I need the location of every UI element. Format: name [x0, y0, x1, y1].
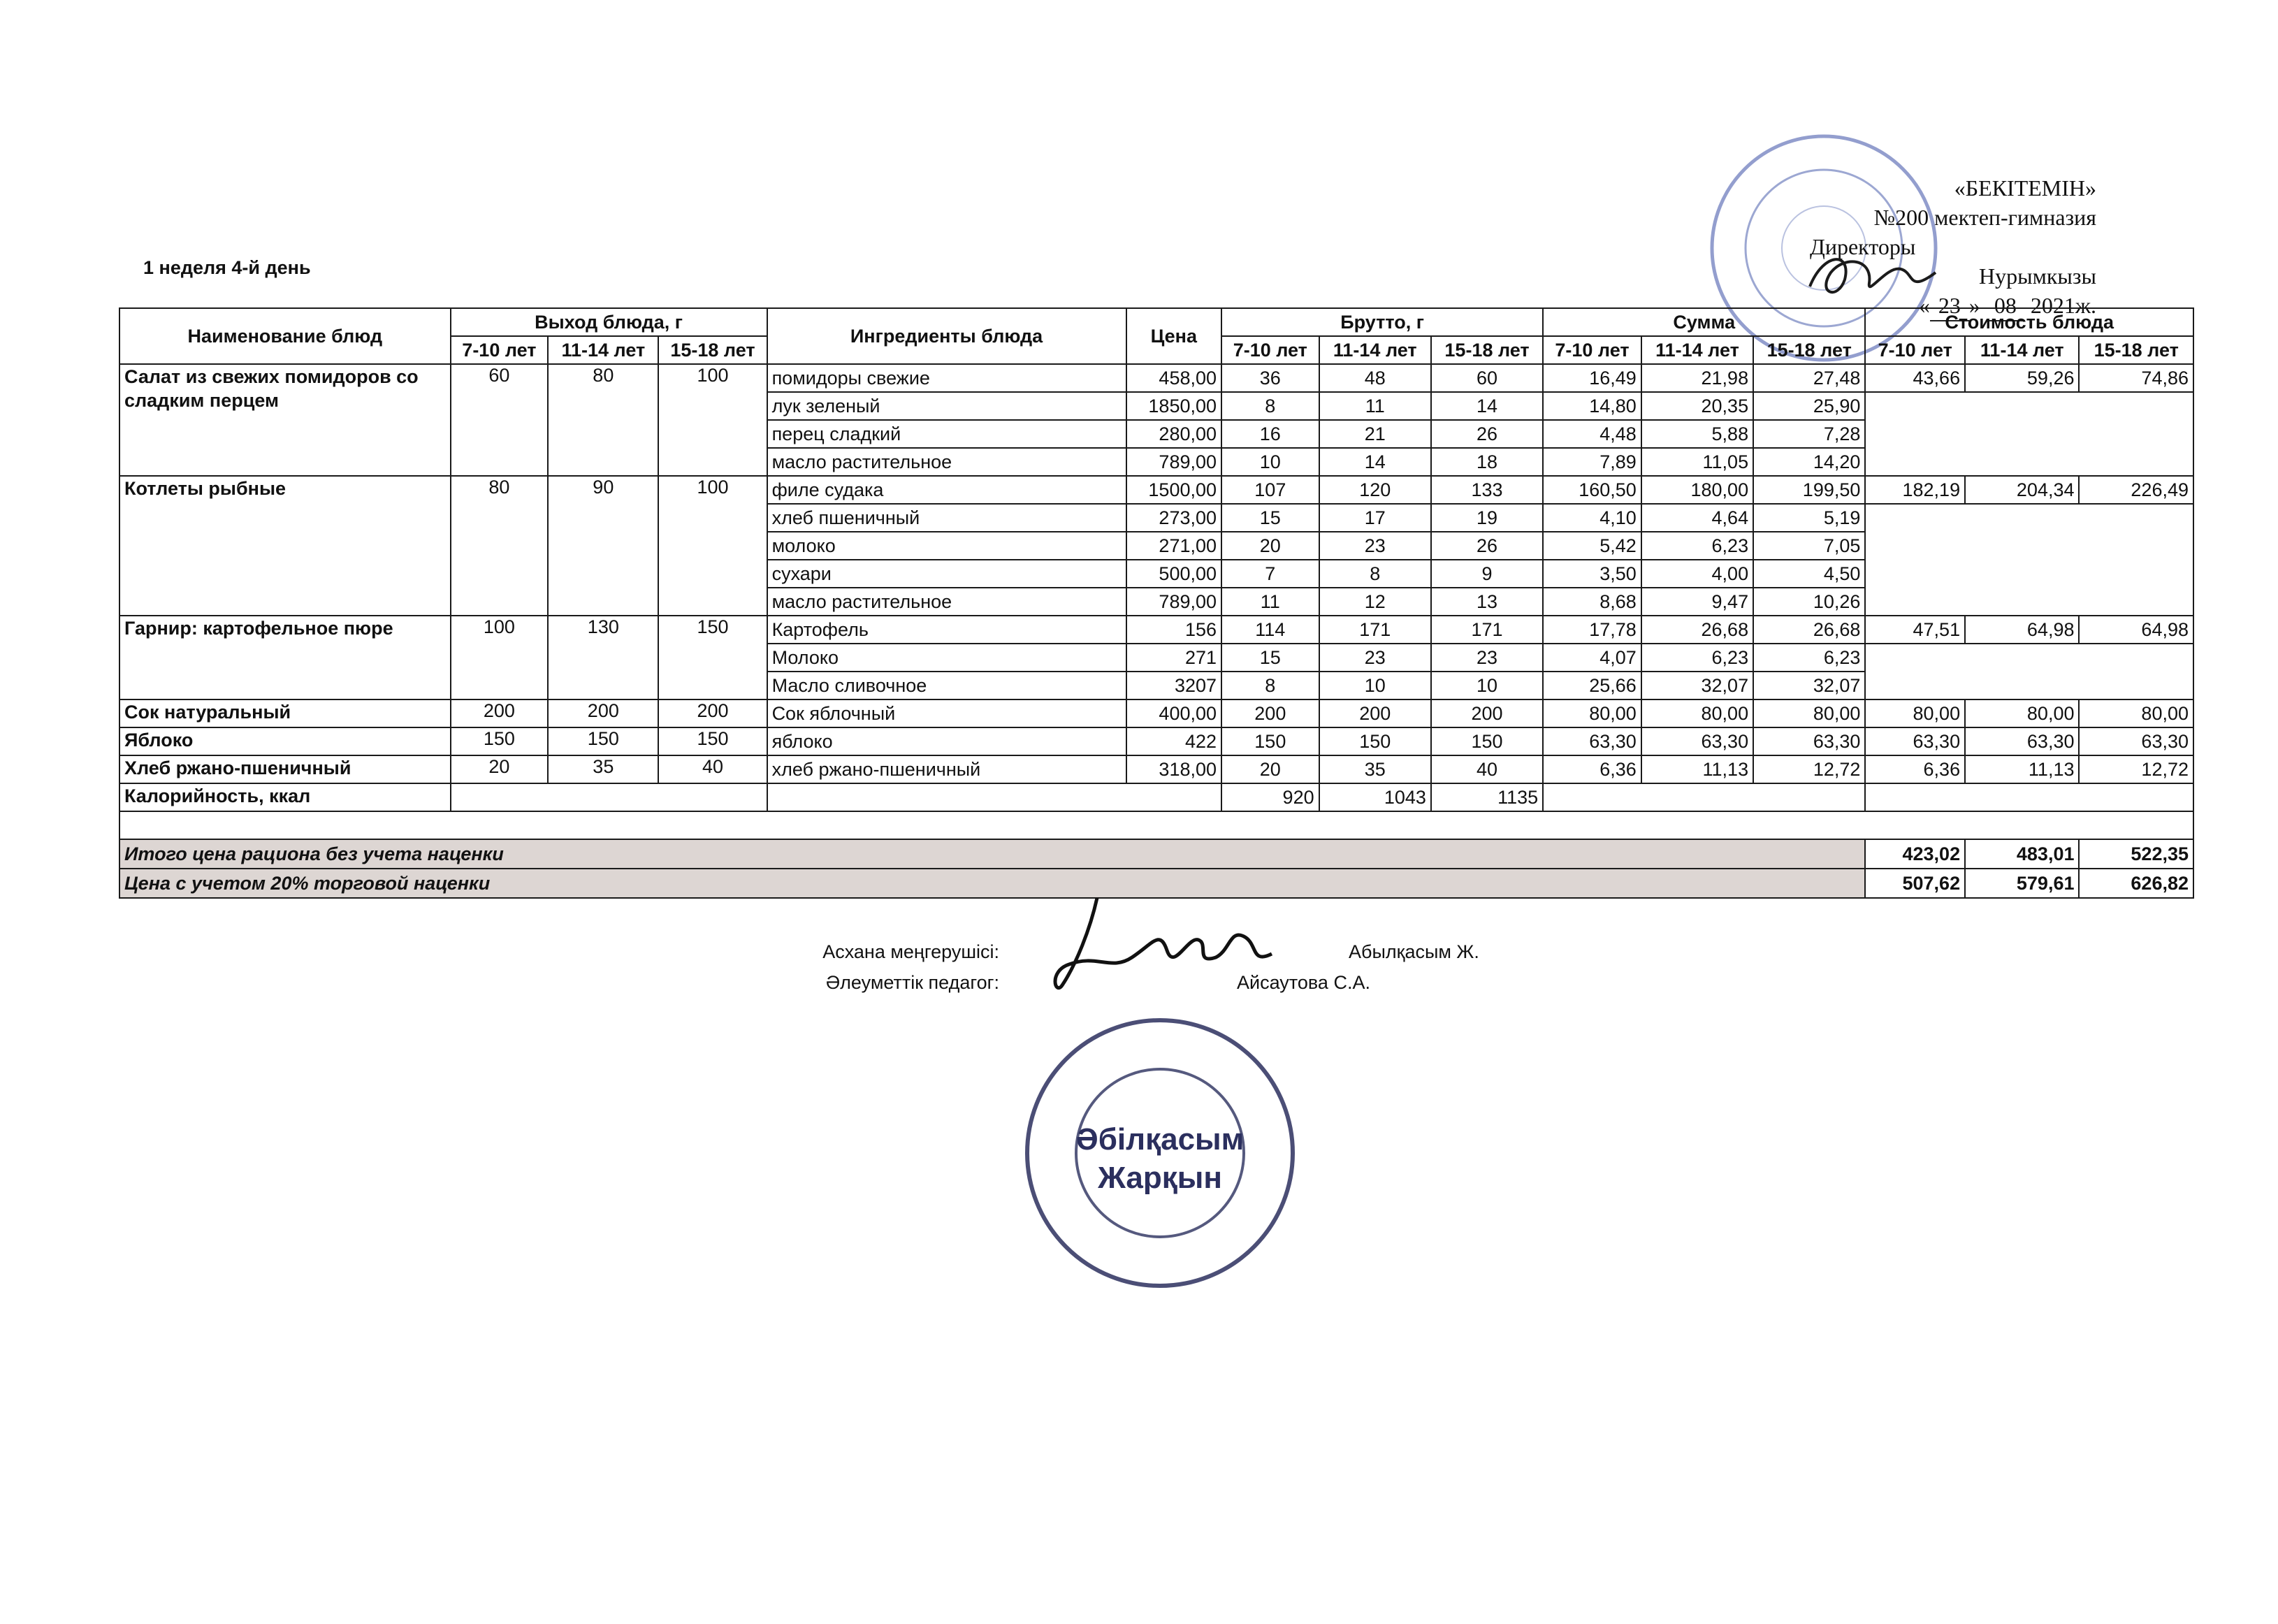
header-sum: Сумма — [1543, 308, 1865, 336]
ingredient-brutto: 150 — [1319, 727, 1431, 755]
ingredient-sum: 199,50 — [1753, 476, 1865, 504]
ingredient-brutto: 133 — [1431, 476, 1543, 504]
ingredient-brutto: 171 — [1319, 616, 1431, 644]
menu-table-body — [119, 364, 2193, 898]
ingredient-brutto: 23 — [1319, 532, 1431, 560]
ingredient-brutto: 20 — [1221, 755, 1319, 783]
director-signature — [1803, 245, 1943, 307]
approval-date-day: 23 — [1930, 291, 1969, 321]
ingredient-price: 458,00 — [1126, 364, 1222, 392]
header-sum-age-1: 7-10 лет — [1543, 336, 1641, 364]
empty-cell — [1543, 783, 1865, 811]
dish-cost: 63,30 — [1965, 727, 2079, 755]
ingredient-brutto: 8 — [1319, 560, 1431, 588]
total-value: 507,62 — [1865, 869, 1965, 898]
dish-cost: 74,86 — [2079, 364, 2193, 392]
ingredient-price: 318,00 — [1126, 755, 1222, 783]
ingredient-brutto: 11 — [1319, 392, 1431, 420]
ingredient-sum: 5,88 — [1641, 420, 1753, 448]
ingredient-brutto: 8 — [1221, 672, 1319, 699]
ingredient-sum: 17,78 — [1543, 616, 1641, 644]
empty-cell — [1865, 392, 2193, 476]
dish-yield: 150 — [451, 727, 549, 755]
total-value: 483,01 — [1965, 839, 2079, 869]
dish-cost: 226,49 — [2079, 476, 2193, 504]
header-price: Цена — [1126, 308, 1222, 364]
document-title: 1 неделя 4-й день — [143, 257, 311, 278]
ingredient-name: масло растительное — [767, 448, 1126, 476]
header-brutto-age-3: 15-18 лет — [1431, 336, 1543, 364]
ingredient-sum: 80,00 — [1753, 699, 1865, 727]
dish-cost: 80,00 — [1965, 699, 2079, 727]
dish-name: Салат из свежих помидоров со сладким перцем — [119, 364, 451, 476]
ingredient-sum: 8,68 — [1543, 588, 1641, 616]
ingredient-brutto: 23 — [1431, 644, 1543, 672]
ingredient-brutto: 19 — [1431, 504, 1543, 532]
ingredient-name: молоко — [767, 532, 1126, 560]
dish-cost: 204,34 — [1965, 476, 2079, 504]
dish-yield: 90 — [548, 476, 658, 616]
empty-cell — [119, 811, 2193, 839]
ingredient-sum: 20,35 — [1641, 392, 1753, 420]
ingredient-name: помидоры свежие — [767, 364, 1126, 392]
ingredient-name: хлеб пшеничный — [767, 504, 1126, 532]
ingredient-sum: 5,42 — [1543, 532, 1641, 560]
table-row — [119, 755, 2193, 783]
table-row — [119, 364, 2193, 392]
ingredient-sum: 11,05 — [1641, 448, 1753, 476]
dish-cost: 80,00 — [2079, 699, 2193, 727]
ingredient-price: 1500,00 — [1126, 476, 1222, 504]
ingredient-sum: 6,36 — [1543, 755, 1641, 783]
approval-date: « 23 » 08 2021ж. — [1796, 291, 2096, 321]
ingredient-sum: 14,20 — [1753, 448, 1865, 476]
ingredient-sum: 14,80 — [1543, 392, 1641, 420]
ingredient-brutto: 20 — [1221, 532, 1319, 560]
ingredient-sum: 80,00 — [1641, 699, 1753, 727]
ingredient-sum: 32,07 — [1641, 672, 1753, 699]
ingredient-brutto: 200 — [1319, 699, 1431, 727]
dish-yield: 150 — [658, 616, 767, 699]
dish-name: Сок натуральный — [119, 699, 451, 727]
ingredient-brutto: 10 — [1221, 448, 1319, 476]
total-label: Цена с учетом 20% торговой наценки — [119, 869, 1865, 898]
header-yield-age-1: 7-10 лет — [451, 336, 549, 364]
ingredient-brutto: 171 — [1431, 616, 1543, 644]
ingredient-brutto: 18 — [1431, 448, 1543, 476]
ingredient-brutto: 21 — [1319, 420, 1431, 448]
ingredient-name: Картофель — [767, 616, 1126, 644]
stamp-center-line1: Әбілқасым — [1075, 1122, 1245, 1157]
ingredient-brutto: 107 — [1221, 476, 1319, 504]
total-row — [119, 839, 2193, 869]
table-row — [119, 699, 2193, 727]
ingredient-sum: 12,72 — [1753, 755, 1865, 783]
ingredient-price: 422 — [1126, 727, 1222, 755]
ingredient-price: 271 — [1126, 644, 1222, 672]
total-value: 423,02 — [1865, 839, 1965, 869]
ingredient-sum: 5,19 — [1753, 504, 1865, 532]
ingredient-price: 271,00 — [1126, 532, 1222, 560]
ingredient-brutto: 150 — [1431, 727, 1543, 755]
header-brutto: Брутто, г — [1221, 308, 1543, 336]
ingredient-sum: 4,50 — [1753, 560, 1865, 588]
header-yield-age-3: 15-18 лет — [658, 336, 767, 364]
ingredient-brutto: 36 — [1221, 364, 1319, 392]
ingredient-brutto: 16 — [1221, 420, 1319, 448]
ingredient-sum: 25,90 — [1753, 392, 1865, 420]
ingredient-price: 280,00 — [1126, 420, 1222, 448]
ingredient-sum: 4,48 — [1543, 420, 1641, 448]
dish-cost: 182,19 — [1865, 476, 1965, 504]
ingredient-brutto: 15 — [1221, 504, 1319, 532]
ingredient-brutto: 23 — [1319, 644, 1431, 672]
table-row — [119, 476, 2193, 504]
ingredient-name: масло растительное — [767, 588, 1126, 616]
ingredient-brutto: 60 — [1431, 364, 1543, 392]
header-sum-age-3: 15-18 лет — [1753, 336, 1865, 364]
stamp-center-line2: Жарқын — [1098, 1161, 1222, 1195]
ingredient-sum: 27,48 — [1753, 364, 1865, 392]
header-brutto-age-1: 7-10 лет — [1221, 336, 1319, 364]
ingredient-sum: 6,23 — [1753, 644, 1865, 672]
empty-cell — [1865, 504, 2193, 616]
ingredient-brutto: 48 — [1319, 364, 1431, 392]
ingredient-sum: 4,00 — [1641, 560, 1753, 588]
dish-yield: 200 — [451, 699, 549, 727]
ingredient-sum: 4,07 — [1543, 644, 1641, 672]
ingredient-sum: 32,07 — [1753, 672, 1865, 699]
calories-value: 920 — [1221, 783, 1319, 811]
ingredient-brutto: 120 — [1319, 476, 1431, 504]
dish-yield: 130 — [548, 616, 658, 699]
ingredient-brutto: 8 — [1221, 392, 1319, 420]
ingredient-price: 500,00 — [1126, 560, 1222, 588]
ingredient-brutto: 200 — [1431, 699, 1543, 727]
ingredient-brutto: 10 — [1431, 672, 1543, 699]
empty-cell — [451, 783, 767, 811]
signature-name: Абылқасым Ж. — [1349, 941, 1479, 962]
ingredient-price: 273,00 — [1126, 504, 1222, 532]
ingredient-sum: 4,10 — [1543, 504, 1641, 532]
ingredient-sum: 11,13 — [1641, 755, 1753, 783]
signature-role: Әлеуметтік педагог: — [825, 972, 999, 993]
ingredient-brutto: 7 — [1221, 560, 1319, 588]
dish-cost: 64,98 — [1965, 616, 2079, 644]
approval-school: №200 мектеп-гимназия — [1873, 205, 2096, 230]
header-cost-age-3: 15-18 лет — [2079, 336, 2193, 364]
ingredient-name: перец сладкий — [767, 420, 1126, 448]
ingredient-sum: 9,47 — [1641, 588, 1753, 616]
empty-cell — [767, 783, 1221, 811]
header-ingredients: Ингредиенты блюда — [767, 308, 1126, 364]
ingredient-name: яблоко — [767, 727, 1126, 755]
ingredient-name: лук зеленый — [767, 392, 1126, 420]
empty-cell — [1865, 783, 2193, 811]
dish-name: Яблоко — [119, 727, 451, 755]
dish-cost: 6,36 — [1865, 755, 1965, 783]
dish-cost: 63,30 — [1865, 727, 1965, 755]
ingredient-sum: 21,98 — [1641, 364, 1753, 392]
dish-name: Гарнир: картофельное пюре — [119, 616, 451, 699]
signature-role: Асхана меңгерушісі: — [822, 941, 999, 962]
dish-cost: 59,26 — [1965, 364, 2079, 392]
personal-stamp — [1013, 1006, 1307, 1300]
ingredient-sum: 7,28 — [1753, 420, 1865, 448]
ingredient-sum: 4,64 — [1641, 504, 1753, 532]
ingredient-name: филе судака — [767, 476, 1126, 504]
dish-yield: 80 — [451, 476, 549, 616]
ingredient-sum: 180,00 — [1641, 476, 1753, 504]
ingredient-sum: 3,50 — [1543, 560, 1641, 588]
empty-cell — [1865, 644, 2193, 699]
ingredient-name: хлеб ржано-пшеничный — [767, 755, 1126, 783]
total-label: Итого цена рациона без учета наценки — [119, 839, 1865, 869]
dish-yield: 40 — [658, 755, 767, 783]
header-cost: Стоимость блюда — [1865, 308, 2193, 336]
ingredient-sum: 160,50 — [1543, 476, 1641, 504]
table-row — [119, 727, 2193, 755]
ingredient-name: Сок яблочный — [767, 699, 1126, 727]
total-value: 626,82 — [2079, 869, 2193, 898]
ingredient-price: 156 — [1126, 616, 1222, 644]
table-row — [119, 616, 2193, 644]
dish-cost: 80,00 — [1865, 699, 1965, 727]
ingredient-brutto: 12 — [1319, 588, 1431, 616]
approval-role: Директоры — [1810, 234, 1916, 259]
total-value: 522,35 — [2079, 839, 2193, 869]
ingredient-sum: 26,68 — [1641, 616, 1753, 644]
dish-yield: 150 — [548, 727, 658, 755]
ingredient-brutto: 14 — [1319, 448, 1431, 476]
approval-name: Нурымкызы — [1978, 263, 2096, 289]
ingredient-price: 1850,00 — [1126, 392, 1222, 420]
dish-yield: 100 — [451, 616, 549, 699]
header-cost-age-1: 7-10 лет — [1865, 336, 1965, 364]
ingredient-brutto: 11 — [1221, 588, 1319, 616]
ingredient-price: 789,00 — [1126, 588, 1222, 616]
approval-date-month: 08 — [1986, 291, 2025, 321]
dish-yield: 100 — [658, 476, 767, 616]
ingredient-price: 789,00 — [1126, 448, 1222, 476]
dish-cost: 47,51 — [1865, 616, 1965, 644]
dish-yield: 200 — [548, 699, 658, 727]
ingredient-brutto: 40 — [1431, 755, 1543, 783]
ingredient-sum: 26,68 — [1753, 616, 1865, 644]
ingredient-brutto: 17 — [1319, 504, 1431, 532]
ingredient-sum: 63,30 — [1753, 727, 1865, 755]
ingredient-sum: 63,30 — [1641, 727, 1753, 755]
header-cost-age-2: 11-14 лет — [1965, 336, 2079, 364]
dish-yield: 60 — [451, 364, 549, 476]
ingredient-brutto: 14 — [1431, 392, 1543, 420]
total-value: 579,61 — [1965, 869, 2079, 898]
ingredient-price: 3207 — [1126, 672, 1222, 699]
dish-yield: 150 — [658, 727, 767, 755]
ingredient-name: Масло сливочное — [767, 672, 1126, 699]
ingredient-name: Молоко — [767, 644, 1126, 672]
dish-cost: 64,98 — [2079, 616, 2193, 644]
ingredient-brutto: 150 — [1221, 727, 1319, 755]
header-sum-age-2: 11-14 лет — [1641, 336, 1753, 364]
calories-label: Калорийность, ккал — [119, 783, 451, 811]
spacer-row — [119, 811, 2193, 839]
dish-yield: 100 — [658, 364, 767, 476]
ingredient-sum: 25,66 — [1543, 672, 1641, 699]
approval-heading: «БЕКІТЕМІН» — [1954, 175, 2096, 201]
dish-cost: 43,66 — [1865, 364, 1965, 392]
signature-name: Айсаутова С.А. — [1237, 972, 1370, 993]
ingredient-brutto: 114 — [1221, 616, 1319, 644]
ingredient-name: сухари — [767, 560, 1126, 588]
header-yield-age-2: 11-14 лет — [548, 336, 658, 364]
staff-signature — [1048, 887, 1279, 999]
dish-yield: 35 — [548, 755, 658, 783]
dish-name: Котлеты рыбные — [119, 476, 451, 616]
header-dish: Наименование блюд — [119, 308, 451, 364]
calories-value: 1135 — [1431, 783, 1543, 811]
dish-yield: 80 — [548, 364, 658, 476]
dish-cost: 11,13 — [1965, 755, 2079, 783]
dish-yield: 20 — [451, 755, 549, 783]
dish-cost: 12,72 — [2079, 755, 2193, 783]
ingredient-sum: 6,23 — [1641, 644, 1753, 672]
ingredient-brutto: 15 — [1221, 644, 1319, 672]
ingredient-sum: 16,49 — [1543, 364, 1641, 392]
ingredient-sum: 63,30 — [1543, 727, 1641, 755]
dish-name: Хлеб ржано-пшеничный — [119, 755, 451, 783]
menu-table — [119, 307, 2194, 899]
ingredient-brutto: 9 — [1431, 560, 1543, 588]
calories-value: 1043 — [1319, 783, 1431, 811]
dish-cost: 63,30 — [2079, 727, 2193, 755]
ingredient-sum: 6,23 — [1641, 532, 1753, 560]
header-brutto-age-2: 11-14 лет — [1319, 336, 1431, 364]
ingredient-brutto: 26 — [1431, 420, 1543, 448]
ingredient-brutto: 13 — [1431, 588, 1543, 616]
ingredient-sum: 7,89 — [1543, 448, 1641, 476]
ingredient-sum: 7,05 — [1753, 532, 1865, 560]
ingredient-brutto: 200 — [1221, 699, 1319, 727]
header-yield: Выход блюда, г — [451, 308, 767, 336]
ingredient-sum: 80,00 — [1543, 699, 1641, 727]
dish-yield: 200 — [658, 699, 767, 727]
ingredient-brutto: 35 — [1319, 755, 1431, 783]
ingredient-price: 400,00 — [1126, 699, 1222, 727]
calories-row — [119, 783, 2193, 811]
ingredient-brutto: 26 — [1431, 532, 1543, 560]
ingredient-sum: 10,26 — [1753, 588, 1865, 616]
approval-date-year: 2021ж. — [2030, 293, 2096, 318]
ingredient-brutto: 10 — [1319, 672, 1431, 699]
